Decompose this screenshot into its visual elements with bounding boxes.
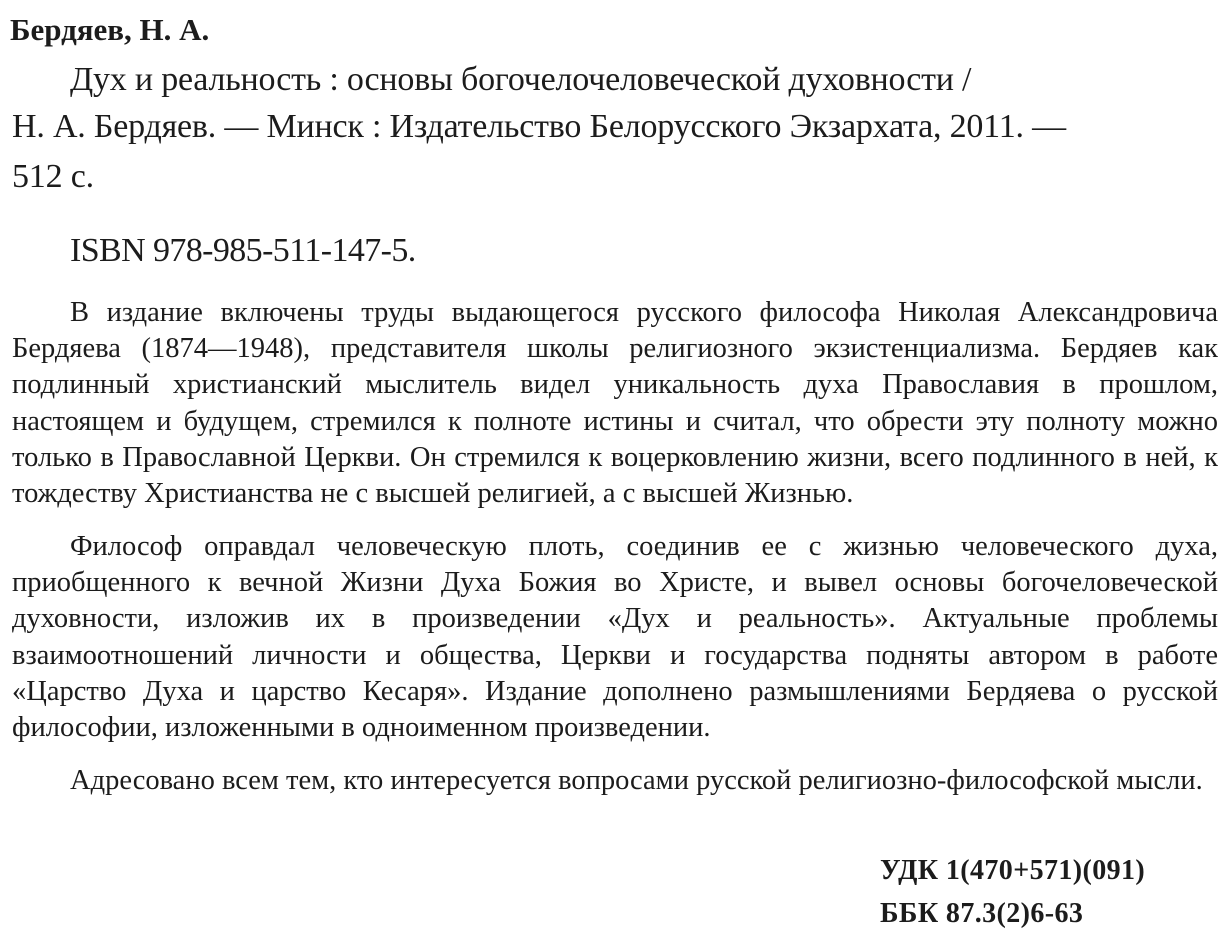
bbk-code: ББК 87.3(2)6-63 <box>880 898 1084 929</box>
bibliographic-line-1: Дух и реальность : основы богочелочеловеческой духовности / <box>70 61 972 98</box>
bibliographic-line-3: 512 с. <box>12 158 94 195</box>
author-heading: Бердяев, Н. А. <box>10 12 210 47</box>
udk-code: УДК 1(470+571)(091) <box>880 855 1146 886</box>
annotation-paragraph-3: Адресовано всем тем, кто интересуется вопросами русской религиозно-философской мысли. <box>70 765 1203 796</box>
annotation-paragraph-2: Философ оправдал человеческую плоть, соединив ее с жизнью человеческого духа, приобщенного к вечной Жизни Духа Божия во Христе, и вывел основы богочеловеческой духовности, изложив их в произведении «Дух и реальность». Актуальные проблемы взаимоотношений личности и общества, Церкви и государства подняты автором в работе «Царство Духа и царство Кесаря». Издание дополнено размышлениями Бердяева о русской философии, изложенными в одноименном произведении. <box>12 531 1218 744</box>
isbn-line: ISBN 978-985-511-147-5. <box>70 232 416 269</box>
bibliographic-line-2: Н. А. Бердяев. — Минск : Издательство Белорусского Экзархата, 2011. — <box>12 108 1066 145</box>
annotation-paragraph-1: В издание включены труды выдающегося русского философа Николая Александровича Бердяева (1874—1948), представителя школы религиозного экзистенциализма. Бердяев как подлинный христианский мыслитель видел уникальность духа Православия в прошлом, настоящем и будущем, стремился к полноте истины и считал, что обрести эту полноту можно только в Православной Церкви. Он стремился к воцерковлению жизни, всего подлинного в ней, к тождеству Христианства не с высшей религией, а с высшей Жизнью. <box>12 297 1218 510</box>
